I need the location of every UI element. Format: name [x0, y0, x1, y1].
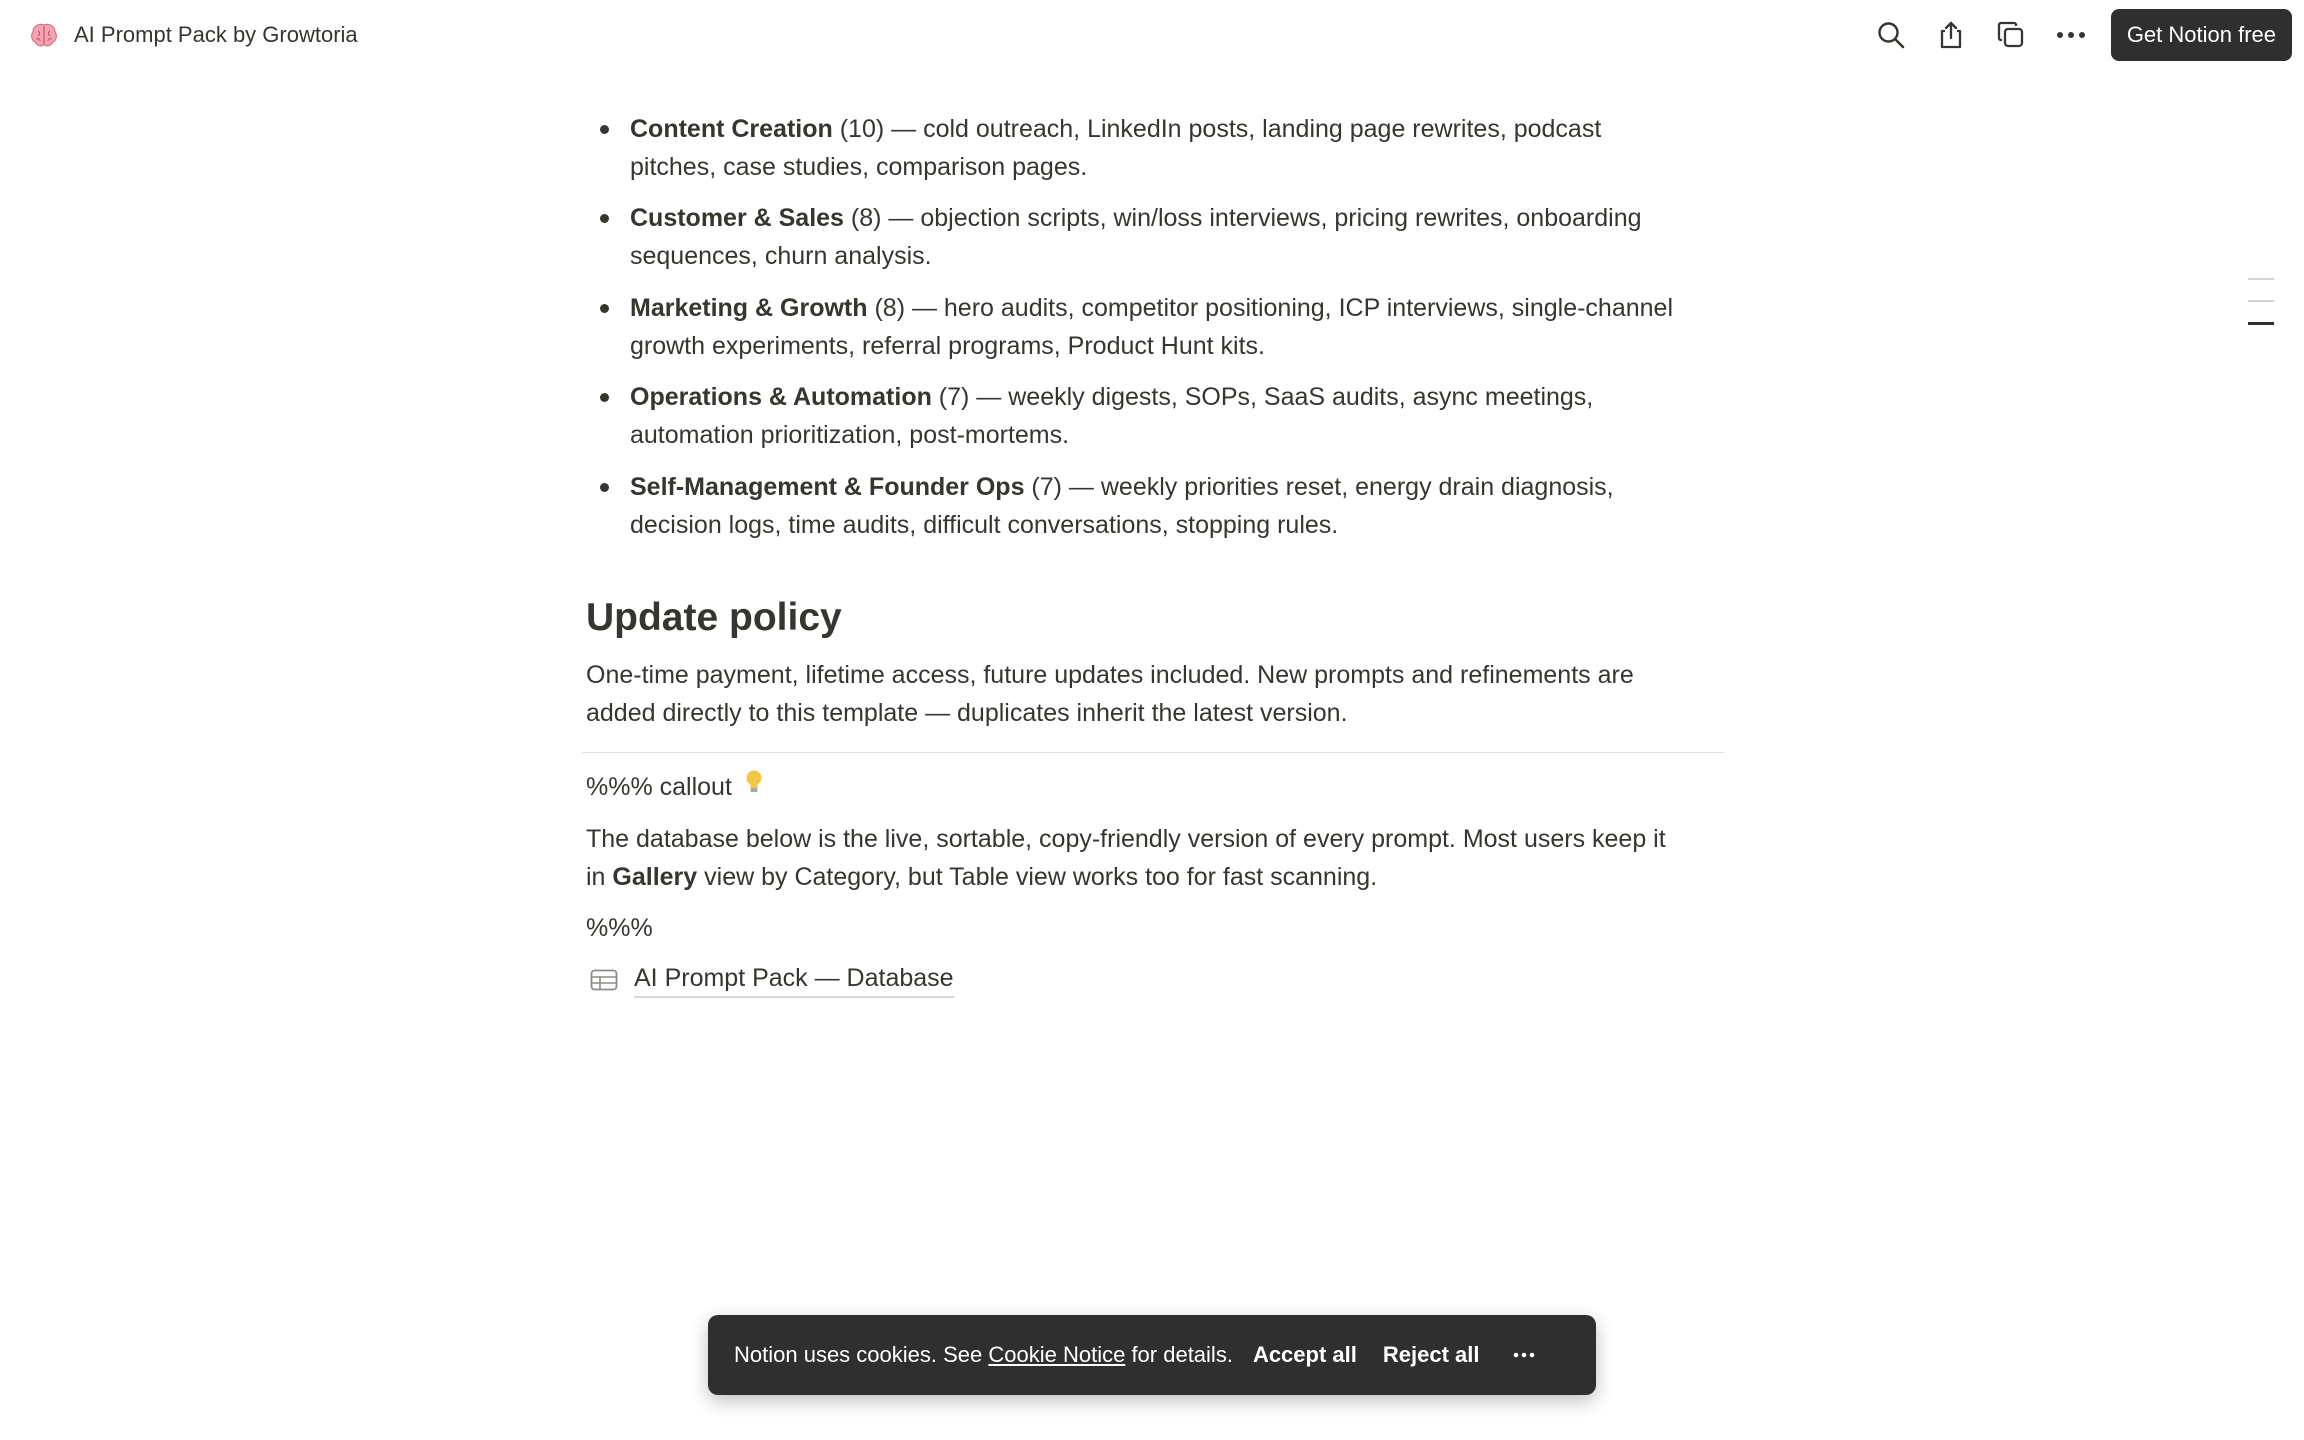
- bullet-text: (7) — weekly digests, SOPs, SaaS audits, async meetings,: [931, 383, 1594, 411]
- callout-marker-text: %%% callout: [586, 773, 732, 801]
- search-icon[interactable]: [1861, 9, 1921, 61]
- callout-marker: [586, 768, 1720, 806]
- bullet-text: automation prioritization, post-mortems.: [630, 421, 1070, 449]
- paragraph-text: in: [586, 863, 613, 891]
- top-bar: [0, 0, 2304, 70]
- bullet-title: Operations & Automation: [630, 383, 932, 411]
- get-notion-free-button[interactable]: Get Notion free: [2111, 9, 2292, 61]
- update-policy-text: [586, 656, 1720, 732]
- paragraph-bold: Gallery: [612, 863, 698, 891]
- outline-marker-active[interactable]: [2248, 322, 2274, 325]
- cookie-text: [734, 1342, 1233, 1368]
- reject-all-button[interactable]: Reject all: [1382, 1342, 1480, 1367]
- duplicate-icon[interactable]: [1981, 9, 2041, 61]
- table-of-contents-outline[interactable]: [2248, 278, 2274, 345]
- bullet-text: (7) — weekly priorities reset, energy drain diagnosis,: [1024, 473, 1614, 501]
- topbar-actions: [1861, 9, 2292, 61]
- bullet-dot: [600, 214, 609, 223]
- bullet-dot: [600, 125, 609, 134]
- bullet-title: Marketing & Growth: [630, 294, 868, 322]
- divider: [582, 752, 1724, 753]
- outline-marker[interactable]: [2248, 300, 2274, 302]
- bullet-dot: [600, 483, 609, 492]
- bullet-text: decision logs, time audits, difficult conversations, stopping rules.: [630, 511, 1339, 539]
- callout-end-marker: %%%: [586, 914, 653, 942]
- more-icon[interactable]: [2041, 9, 2101, 61]
- bullet-title: Self-Management & Founder Ops: [630, 473, 1025, 501]
- outline-marker[interactable]: [2248, 278, 2274, 280]
- paragraph-line: The database below is the live, sortable, copy-friendly version of every prompt. Most users keep it: [586, 825, 1666, 853]
- lightbulb-icon: [744, 769, 764, 795]
- bullet-text: (8) — hero audits, competitor positioning, ICP interviews, single-channel: [867, 294, 1673, 322]
- database-link[interactable]: [588, 961, 954, 998]
- bullet-dot: [600, 304, 609, 313]
- page-title[interactable]: AI Prompt Pack by Growtoria: [74, 22, 358, 47]
- accept-all-button[interactable]: Accept all: [1252, 1342, 1357, 1367]
- brain-emoji-icon: [28, 19, 60, 51]
- list-item: [630, 199, 1720, 275]
- bullet-text: growth experiments, referral programs, Product Hunt kits.: [630, 332, 1265, 360]
- bullet-title: Customer & Sales: [630, 204, 844, 232]
- paragraph-line: One-time payment, lifetime access, future updates included. New prompts and refinements are: [586, 661, 1634, 689]
- cookie-banner: [708, 1315, 1596, 1395]
- callout-text: [586, 820, 1720, 896]
- bullet-text: pitches, case studies, comparison pages.: [630, 153, 1088, 181]
- bullet-text: (8) — objection scripts, win/loss interviews, pricing rewrites, onboarding: [843, 204, 1642, 232]
- bullet-title: Content Creation: [630, 115, 833, 143]
- list-item: [630, 289, 1720, 365]
- bullet-text: (10) — cold outreach, LinkedIn posts, landing page rewrites, podcast: [832, 115, 1602, 143]
- share-icon[interactable]: [1921, 9, 1981, 61]
- table-icon: [588, 964, 620, 996]
- paragraph-text: view by Category, but Table view works too for fast scanning.: [697, 863, 1378, 891]
- bullet-dot: [600, 393, 609, 402]
- list-item: [630, 110, 1720, 186]
- section-heading: Update policy: [586, 596, 842, 639]
- page-breadcrumb[interactable]: [28, 19, 358, 51]
- cookie-text-post: for details.: [1125, 1342, 1233, 1367]
- bullet-text: sequences, churn analysis.: [630, 242, 932, 270]
- more-icon[interactable]: [1513, 1352, 1535, 1358]
- list-item: [630, 378, 1720, 454]
- database-link-label[interactable]: AI Prompt Pack — Database: [634, 961, 954, 998]
- cookie-notice-link[interactable]: Cookie Notice: [988, 1342, 1126, 1367]
- cookie-text-pre: Notion uses cookies. See: [734, 1342, 989, 1367]
- paragraph-line: added directly to this template — duplicates inherit the latest version.: [586, 699, 1348, 727]
- list-item: [630, 468, 1720, 544]
